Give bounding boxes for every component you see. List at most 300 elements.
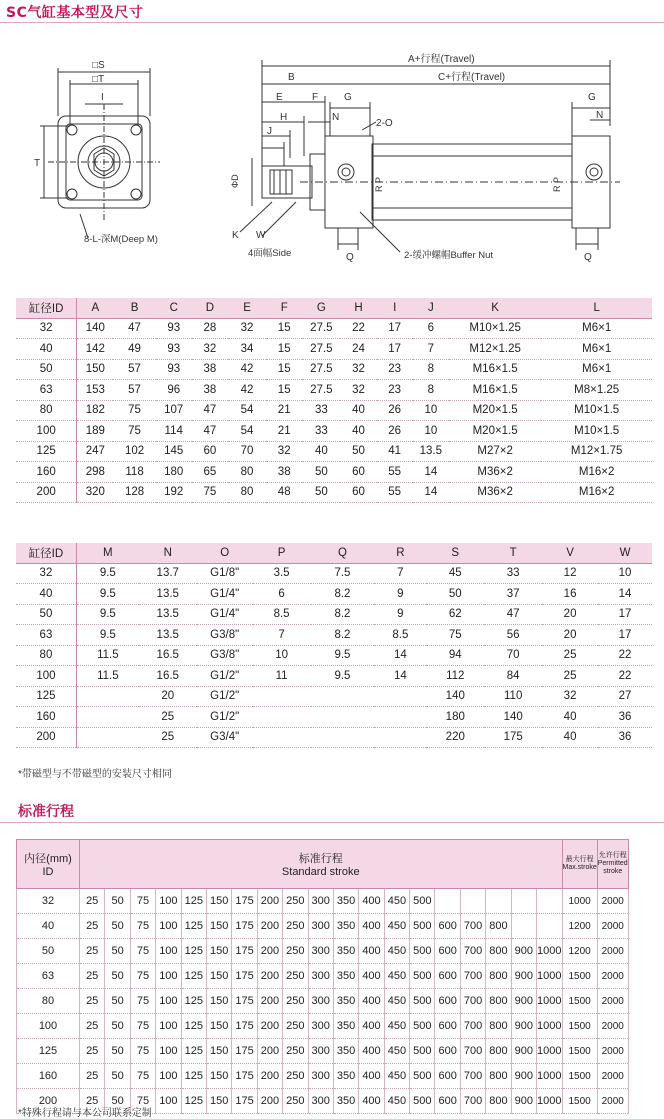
label-buffer-nut: 2-缓冲螺帽Buffer Nut [404, 250, 494, 261]
permitted-stroke: 2000 [597, 1039, 628, 1064]
label-n2: N [596, 110, 604, 121]
table-cell: 48 [266, 482, 302, 503]
stroke-value: 100 [156, 914, 181, 939]
table-row [16, 625, 652, 646]
table-cell: 27.5 [302, 318, 340, 339]
stroke-row [17, 889, 629, 914]
label-k: K [232, 230, 239, 241]
table-cell: 107 [156, 400, 192, 421]
table-cell: 36 [598, 727, 652, 748]
table-cell: 40 [542, 707, 598, 728]
table-cell: 160 [16, 707, 76, 728]
stroke-value: 700 [460, 1039, 485, 1064]
stroke-value: 75 [130, 989, 155, 1014]
table-cell: 80 [16, 645, 76, 666]
stroke-value: 250 [283, 889, 308, 914]
table-cell: 10 [253, 645, 311, 666]
table-cell: 62 [426, 604, 484, 625]
table-row [16, 604, 652, 625]
table-cell: M12×1.75 [541, 441, 652, 462]
stroke-value: 350 [333, 989, 358, 1014]
stroke-value: 800 [486, 939, 511, 964]
table-cell: 93 [156, 339, 192, 360]
table-cell: 84 [484, 666, 542, 687]
stroke-value: 400 [359, 1039, 384, 1064]
table-cell: 140 [484, 707, 542, 728]
stroke-value: 175 [232, 1039, 257, 1064]
table-cell: 16 [542, 584, 598, 605]
table-cell: 50 [302, 462, 340, 483]
table-cell: 22 [598, 645, 652, 666]
table-cell: G1/4" [197, 604, 253, 625]
stroke-row [17, 939, 629, 964]
stroke-value: 600 [435, 1014, 460, 1039]
stroke-id: 40 [17, 914, 80, 939]
table-cell: 25 [542, 666, 598, 687]
table-cell: 12 [542, 563, 598, 584]
stroke-value: 100 [156, 939, 181, 964]
stroke-row [17, 1064, 629, 1089]
stroke-value: 350 [333, 914, 358, 939]
header-std-cn: 标准行程 [298, 853, 343, 865]
table-cell: 11.5 [76, 666, 138, 687]
table-cell: 26 [377, 400, 413, 421]
stroke-value: 100 [156, 1039, 181, 1064]
permitted-stroke: 2000 [597, 1089, 628, 1114]
header-row [16, 543, 652, 563]
stroke-value: 700 [460, 964, 485, 989]
table-cell: 112 [426, 666, 484, 687]
table-cell: 41 [377, 441, 413, 462]
stroke-value [537, 914, 562, 939]
stroke-divider [0, 822, 664, 823]
table-cell: 10 [413, 421, 449, 442]
table-cell: 40 [340, 400, 376, 421]
stroke-value: 800 [486, 989, 511, 1014]
stroke-id: 200 [17, 1089, 80, 1114]
table-cell: 50 [426, 584, 484, 605]
table-cell: 8.5 [253, 604, 311, 625]
table-cell: 38 [266, 462, 302, 483]
column-header: P [253, 543, 311, 563]
stroke-value: 100 [156, 889, 181, 914]
stroke-value: 450 [384, 1014, 409, 1039]
table-cell: 50 [340, 441, 376, 462]
table-cell: 54 [228, 421, 266, 442]
table-cell: 298 [77, 462, 114, 483]
table-cell: 75 [113, 421, 155, 442]
stroke-value: 100 [156, 989, 181, 1014]
table-cell: 100 [16, 421, 77, 442]
stroke-id: 100 [17, 1014, 80, 1039]
label-thread-note: 8-L-深M(Deep M) [84, 234, 158, 245]
table-cell [311, 727, 375, 748]
table-cell: 60 [192, 441, 228, 462]
stroke-value: 125 [181, 1014, 206, 1039]
table-cell: 15 [266, 339, 302, 360]
table-cell: 25 [139, 727, 197, 748]
stroke-value: 75 [130, 964, 155, 989]
table-cell: M10×1.25 [449, 318, 541, 339]
stroke-value: 75 [130, 914, 155, 939]
table-cell: 17 [377, 318, 413, 339]
stroke-value: 175 [232, 939, 257, 964]
table-cell [374, 707, 426, 728]
table-cell: 47 [192, 400, 228, 421]
stroke-value: 350 [333, 889, 358, 914]
column-header: S [426, 543, 484, 563]
stroke-value: 1000 [537, 989, 562, 1014]
stroke-value: 350 [333, 1064, 358, 1089]
stroke-row [17, 1014, 629, 1039]
stroke-value: 900 [511, 1089, 536, 1114]
table-cell: 9 [374, 584, 426, 605]
stroke-value: 200 [257, 1014, 282, 1039]
table-cell: 10 [413, 400, 449, 421]
label-side: 4面幅Side [248, 248, 292, 259]
stroke-id: 125 [17, 1039, 80, 1064]
table-cell: 220 [426, 727, 484, 748]
stroke-value: 175 [232, 1064, 257, 1089]
table-cell: 125 [16, 441, 77, 462]
table-cell: 8 [413, 380, 449, 401]
stroke-value: 700 [460, 1064, 485, 1089]
stroke-header-max [562, 840, 597, 889]
stroke-value: 1000 [537, 1064, 562, 1089]
table-cell: 16.5 [139, 645, 197, 666]
max-stroke: 1500 [562, 989, 597, 1014]
table-row [16, 686, 652, 707]
stroke-value: 25 [80, 939, 105, 964]
table-cell: 118 [113, 462, 155, 483]
table-cell: 11 [253, 666, 311, 687]
stroke-value: 175 [232, 914, 257, 939]
stroke-value: 400 [359, 914, 384, 939]
table-cell: 13.5 [139, 584, 197, 605]
table-cell: 180 [156, 462, 192, 483]
table-cell: 102 [113, 441, 155, 462]
stroke-value: 500 [410, 939, 435, 964]
table-cell: 32 [266, 441, 302, 462]
stroke-value: 600 [435, 1039, 460, 1064]
table-cell: 75 [426, 625, 484, 646]
table-cell: 22 [340, 318, 376, 339]
stroke-value: 450 [384, 939, 409, 964]
stroke-row [17, 1039, 629, 1064]
stroke-value: 50 [105, 1039, 130, 1064]
column-header: N [139, 543, 197, 563]
stroke-value: 75 [130, 939, 155, 964]
table-cell: 17 [377, 339, 413, 360]
table-cell: M27×2 [449, 441, 541, 462]
table-cell: 8.2 [311, 604, 375, 625]
table-cell: 80 [16, 400, 77, 421]
table-cell: 175 [484, 727, 542, 748]
label-rp: R P [374, 176, 384, 192]
table-cell: 8 [413, 359, 449, 380]
stroke-value: 150 [206, 939, 231, 964]
stroke-value: 900 [511, 1064, 536, 1089]
stroke-value: 300 [308, 889, 333, 914]
stroke-value: 150 [206, 1089, 231, 1114]
table-cell: 153 [77, 380, 114, 401]
stroke-section-title: 标准行程 [18, 804, 74, 820]
table-cell: 27 [598, 686, 652, 707]
table-row [16, 727, 652, 748]
label-a-travel: A+行程(Travel) [408, 54, 475, 65]
stroke-value: 450 [384, 914, 409, 939]
stroke-value: 150 [206, 889, 231, 914]
table-cell [311, 707, 375, 728]
stroke-value: 125 [181, 1089, 206, 1114]
stroke-value: 50 [105, 1064, 130, 1089]
table-cell: 47 [484, 604, 542, 625]
stroke-value: 300 [308, 1089, 333, 1114]
table-cell: M36×2 [449, 462, 541, 483]
table-cell: 14 [374, 666, 426, 687]
stroke-value: 25 [80, 964, 105, 989]
table-row [16, 318, 652, 339]
table-cell [76, 686, 138, 707]
table-cell: M8×1.25 [541, 380, 652, 401]
stroke-value: 175 [232, 1089, 257, 1114]
table-cell: 65 [192, 462, 228, 483]
stroke-value: 700 [460, 939, 485, 964]
stroke-value: 75 [130, 1014, 155, 1039]
table-cell: 37 [484, 584, 542, 605]
stroke-value: 400 [359, 1064, 384, 1089]
table-cell: 13.7 [139, 563, 197, 584]
table-cell: 63 [16, 380, 77, 401]
stroke-value: 125 [181, 939, 206, 964]
table-cell: 21 [266, 400, 302, 421]
label-s: □S [92, 60, 105, 71]
table-cell: M16×2 [541, 462, 652, 483]
table-cell: 9.5 [311, 645, 375, 666]
stroke-value: 200 [257, 964, 282, 989]
stroke-value: 25 [80, 914, 105, 939]
stroke-value: 700 [460, 914, 485, 939]
table-row [16, 380, 652, 401]
table-cell: 145 [156, 441, 192, 462]
stroke-value: 150 [206, 1014, 231, 1039]
table-cell: 32 [340, 380, 376, 401]
table-cell: M6×1 [541, 339, 652, 360]
table-cell: 180 [426, 707, 484, 728]
stroke-value [486, 889, 511, 914]
table-cell: 23 [377, 359, 413, 380]
column-header: M [76, 543, 138, 563]
stroke-header-std [80, 840, 563, 889]
stroke-value [460, 889, 485, 914]
drawing-svg [0, 26, 664, 288]
table-cell: 94 [426, 645, 484, 666]
stroke-value: 800 [486, 1014, 511, 1039]
stroke-value: 350 [333, 1089, 358, 1114]
table-cell: 9.5 [76, 584, 138, 605]
table-cell: 9.5 [76, 563, 138, 584]
stroke-value: 1000 [537, 939, 562, 964]
header-perm-cn: 允许行程 [598, 852, 627, 859]
stroke-value: 100 [156, 964, 181, 989]
table-cell: 40 [340, 421, 376, 442]
stroke-row [17, 964, 629, 989]
stroke-value: 400 [359, 1089, 384, 1114]
table-cell: 36 [598, 707, 652, 728]
stroke-value: 150 [206, 964, 231, 989]
table-cell: 189 [77, 421, 114, 442]
stroke-value: 600 [435, 914, 460, 939]
label-t-top: □T [92, 74, 105, 85]
table-cell: 32 [542, 686, 598, 707]
table-cell: 75 [192, 482, 228, 503]
table-cell: G1/2" [197, 686, 253, 707]
table-cell: 3.5 [253, 563, 311, 584]
table-cell: 20 [542, 604, 598, 625]
table-cell: 40 [16, 584, 76, 605]
header-id-en: ID [42, 866, 54, 878]
stroke-value: 50 [105, 1014, 130, 1039]
stroke-value: 800 [486, 1039, 511, 1064]
stroke-value: 900 [511, 1014, 536, 1039]
column-header: T [484, 543, 542, 563]
table-cell: 140 [426, 686, 484, 707]
stroke-value: 25 [80, 1089, 105, 1114]
table-cell: 9 [374, 604, 426, 625]
stroke-value: 200 [257, 914, 282, 939]
permitted-stroke: 2000 [597, 964, 628, 989]
stroke-value: 500 [410, 964, 435, 989]
table-cell: 25 [139, 707, 197, 728]
stroke-value: 100 [156, 1089, 181, 1114]
stroke-id: 50 [17, 939, 80, 964]
stroke-value: 500 [410, 1064, 435, 1089]
table-cell: 42 [228, 359, 266, 380]
stroke-value: 500 [410, 1039, 435, 1064]
stroke-value: 500 [410, 1014, 435, 1039]
stroke-value: 25 [80, 989, 105, 1014]
stroke-value: 900 [511, 939, 536, 964]
stroke-value: 250 [283, 989, 308, 1014]
stroke-value: 350 [333, 964, 358, 989]
stroke-value: 500 [410, 1089, 435, 1114]
table-cell: M6×1 [541, 318, 652, 339]
table-cell: 20 [139, 686, 197, 707]
table-cell: 13.5 [139, 625, 197, 646]
table-cell [76, 727, 138, 748]
label-c-travel: C+行程(Travel) [438, 72, 506, 83]
table-cell: 24 [340, 339, 376, 360]
table-cell: 80 [228, 462, 266, 483]
table-cell: 247 [77, 441, 114, 462]
table-cell: 57 [113, 359, 155, 380]
stroke-value: 125 [181, 914, 206, 939]
label-h: H [280, 112, 288, 123]
table-cell: 7 [413, 339, 449, 360]
stroke-value: 1000 [537, 964, 562, 989]
stroke-value [511, 889, 536, 914]
max-stroke: 1500 [562, 1064, 597, 1089]
stroke-value: 450 [384, 964, 409, 989]
stroke-value: 25 [80, 1014, 105, 1039]
stroke-value: 50 [105, 939, 130, 964]
table-cell: 34 [228, 339, 266, 360]
table-cell: 96 [156, 380, 192, 401]
column-header: J [413, 298, 449, 318]
header-max-cn: 最大行程 [565, 856, 594, 863]
stroke-value: 125 [181, 889, 206, 914]
stroke-value: 350 [333, 1014, 358, 1039]
table-cell: 27.5 [302, 339, 340, 360]
table-cell: 23 [377, 380, 413, 401]
table-row [16, 441, 652, 462]
table-cell: G1/8" [197, 563, 253, 584]
table-cell: 14 [413, 482, 449, 503]
stroke-header-perm [597, 840, 628, 889]
stroke-value [435, 889, 460, 914]
table-cell: 40 [302, 441, 340, 462]
stroke-value: 400 [359, 964, 384, 989]
stroke-value: 250 [283, 1089, 308, 1114]
label-rp2: R P [552, 176, 562, 192]
stroke-value: 75 [130, 1089, 155, 1114]
title-divider [0, 22, 664, 23]
permitted-stroke: 2000 [597, 989, 628, 1014]
table-cell: 13.5 [139, 604, 197, 625]
stroke-value: 450 [384, 1089, 409, 1114]
stroke-value: 200 [257, 1089, 282, 1114]
stroke-value: 600 [435, 964, 460, 989]
stroke-value: 150 [206, 914, 231, 939]
table-cell: 100 [16, 666, 76, 687]
table-cell: 33 [302, 421, 340, 442]
table-cell: M16×2 [541, 482, 652, 503]
stroke-value: 150 [206, 1039, 231, 1064]
table-cell: 7 [253, 625, 311, 646]
table-row [16, 584, 652, 605]
max-stroke: 1200 [562, 914, 597, 939]
table-cell: M36×2 [449, 482, 541, 503]
permitted-stroke: 2000 [597, 939, 628, 964]
stroke-value: 25 [80, 1064, 105, 1089]
table-cell: 320 [77, 482, 114, 503]
table-row [16, 645, 652, 666]
table-cell: 60 [340, 462, 376, 483]
label-i: I [101, 92, 104, 103]
table-row [16, 666, 652, 687]
stroke-value: 250 [283, 1014, 308, 1039]
stroke-value: 175 [232, 989, 257, 1014]
label-b: B [288, 72, 295, 83]
table-cell: 140 [77, 318, 114, 339]
table-cell: 125 [16, 686, 76, 707]
stroke-value: 450 [384, 1064, 409, 1089]
stroke-value: 50 [105, 989, 130, 1014]
table-cell: G3/4" [197, 727, 253, 748]
table-cell: 28 [192, 318, 228, 339]
stroke-value: 250 [283, 964, 308, 989]
table-cell: 57 [113, 380, 155, 401]
table-cell: 200 [16, 482, 77, 503]
stroke-value: 250 [283, 1064, 308, 1089]
table-cell: 27.5 [302, 380, 340, 401]
table-cell: 33 [302, 400, 340, 421]
column-header: F [266, 298, 302, 318]
stroke-value: 150 [206, 989, 231, 1014]
table-cell: 8.2 [311, 584, 375, 605]
stroke-value: 125 [181, 1039, 206, 1064]
table-cell: 33 [484, 563, 542, 584]
